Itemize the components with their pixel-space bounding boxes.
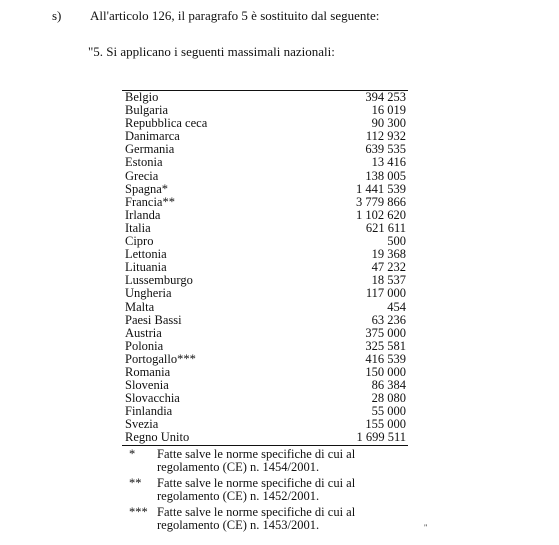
table-row [122,170,408,183]
table-row [122,353,408,366]
value-cell: 639 535 [365,142,406,157]
value-cell: 3 779 866 [356,194,406,209]
footnote-mark: ** [129,475,142,490]
value-cell: 1 699 511 [356,430,406,445]
value-cell: 1 102 620 [356,207,406,222]
country-cell: Lituania [125,260,167,275]
country-cell: Germania [125,142,175,157]
table-row [122,287,408,300]
value-cell: 150 000 [365,364,406,379]
country-cell: Francia** [125,194,175,209]
table-row [122,143,408,156]
footnote-mark: * [129,447,136,461]
country-cell: Grecia [125,168,159,183]
value-cell: 63 236 [371,312,406,327]
country-cell: Belgio [125,90,159,104]
country-cell: Romania [125,364,171,379]
footnote-text: Fatte salve le norme specifiche di cui al regolamento (CE) n. 1454/2001. [157,447,356,475]
list-marker: s) [52,8,62,23]
country-cell: Austria [125,325,162,340]
table-row [122,340,408,353]
value-cell: 138 005 [365,168,406,183]
table-row [122,209,408,222]
country-cell: Malta [125,299,155,314]
value-cell: 47 232 [371,260,406,275]
footnote-text: Fatte salve le norme specifiche di cui al regolamento (CE) n. 1453/2001. [157,504,356,533]
country-cell: Danimarca [125,129,180,144]
table-row [122,183,408,196]
footnote [129,448,419,474]
country-cell: Slovacchia [125,391,180,406]
country-cell: Estonia [125,155,163,170]
value-cell: 117 000 [365,286,406,301]
footnote [129,477,419,503]
value-cell: 621 611 [365,220,406,235]
value-cell: 112 932 [365,129,406,144]
paragraph-lead: "5. Si applicano i seguenti massimali nazionali: [88,44,335,59]
country-cell: Spagna* [125,181,169,196]
country-cell: Bulgaria [125,103,169,118]
country-cell: Cipro [125,234,154,249]
footnote-mark: *** [129,504,148,519]
table-row [122,301,408,314]
footnote-text: Fatte salve le norme specifiche di cui al regolamento (CE) n. 1452/2001. [157,475,356,504]
country-cell: Polonia [125,338,164,353]
table-row [122,196,408,209]
value-cell: 28 080 [371,391,406,406]
value-cell: 375 000 [365,325,406,340]
value-cell: 13 416 [371,155,406,170]
value-cell: 155 000 [365,417,406,432]
country-cell: Portogallo*** [125,351,196,366]
country-cell: Svezia [125,417,159,432]
country-cell: Repubblica ceca [125,116,208,131]
intro-sentence: All'articolo 126, il paragrafo 5 è sostituito dal seguente: [90,8,380,23]
value-cell: 18 537 [371,273,406,288]
value-cell: 454 [387,299,406,314]
table-row [122,156,408,169]
stray-mark: " [424,523,428,532]
country-cell: Slovenia [125,378,169,393]
value-cell: 86 384 [371,378,406,393]
footnote [129,506,419,532]
value-cell: 16 019 [371,103,406,118]
table-row [122,431,408,445]
value-cell: 325 581 [365,338,406,353]
country-cell: Italia [125,220,151,235]
table-row [122,314,408,327]
country-cell: Regno Unito [125,430,190,445]
country-cell: Lettonia [125,247,167,262]
table-row [122,327,408,340]
footnotes [129,448,419,535]
value-cell: 416 539 [365,351,406,366]
country-cell: Paesi Bassi [125,312,182,327]
table-row [122,222,408,235]
value-cell: 1 441 539 [356,181,406,196]
country-cell: Lussemburgo [125,273,193,288]
value-cell: 19 368 [371,247,406,262]
value-cell: 90 300 [371,116,406,131]
country-cell: Ungheria [125,286,172,301]
value-cell: 500 [387,234,406,249]
value-cell: 55 000 [371,404,406,419]
value-cell: 394 253 [365,90,406,104]
country-cell: Finlandia [125,404,173,419]
ceilings-table [122,90,408,446]
country-cell: Irlanda [125,207,161,222]
